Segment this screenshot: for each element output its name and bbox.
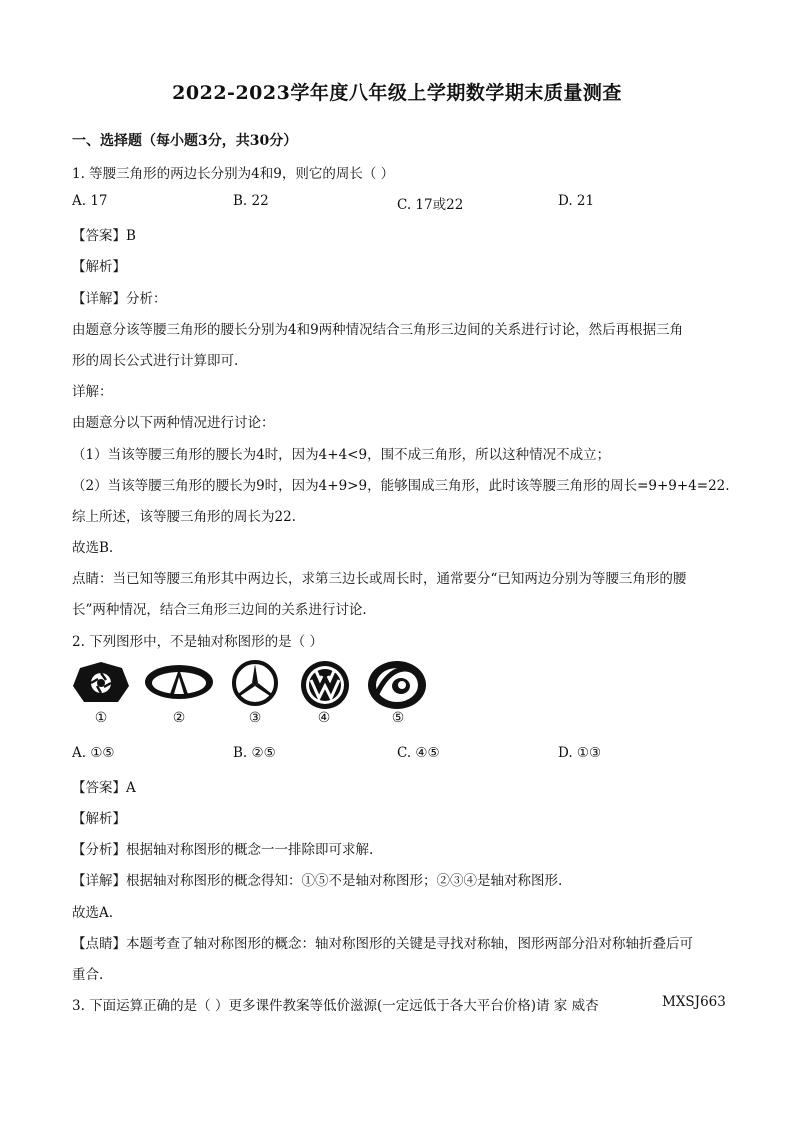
q2-explanation-line: 【详解】根据轴对称图形的概念得知：①⑤不是轴对称图形；②③④是轴对称图形. [72, 873, 563, 889]
section-heading: 一、选择题（每小题3分，共30分） [72, 133, 298, 149]
q1-detail-heading: 【详解】分析： [72, 291, 167, 307]
q2-explanation-line: 故选A. [72, 905, 114, 921]
q2-analysis-label: 【解析】 [72, 811, 126, 827]
q1-explanation-line: 由题意分该等腰三角形的腰长分别为4和9两种情况结合三角形三边间的关系进行讨论，然后再根据三角 [72, 322, 684, 338]
q1-explanation-line: （1）当该等腰三角形的腰长为4时，因为4+4<9，围不成三角形，所以这种情况不成立； [72, 447, 611, 463]
q1-explanation-line: 形的周长公式进行计算即可. [72, 353, 239, 369]
q2-option-d: D. ①③ [558, 745, 602, 761]
logo-label: ① [94, 710, 108, 726]
q1-explanation-line: 由题意分以下两种情况进行讨论： [72, 415, 275, 431]
infiniti-logo-icon [142, 660, 216, 706]
q1-option-d: D. 21 [558, 193, 595, 209]
ring-logo-icon [366, 660, 428, 710]
q1-analysis-label: 【解析】 [72, 259, 126, 275]
q2-explanation-line: 重合. [72, 967, 104, 983]
aperture-logo-icon [70, 660, 132, 706]
q1-explanation-line: 详解： [72, 384, 113, 400]
q1-option-b: B. 22 [233, 193, 269, 209]
q2-answer: 【答案】A [72, 780, 136, 796]
logo-label: ② [172, 710, 186, 726]
q2-explanation-line: 【点睛】本题考查了轴对称图形的概念：轴对称图形的关键是寻找对称轴，图形两部分沿对称轴折叠后可 [72, 936, 693, 952]
q1-explanation-line: （2）当该等腰三角形的腰长为9时，因为4+9>9，能够围成三角形，此时该等腰三角形的周长=9+9+4=22. [72, 478, 730, 494]
question-1-stem: 1. 等腰三角形的两边长分别为4和9，则它的周长（ ） [72, 166, 395, 182]
q1-explanation-line: 故选B. [72, 540, 114, 556]
logo-label: ③ [248, 710, 262, 726]
q2-option-a: A. ①⑤ [72, 745, 115, 761]
question-2-stem: 2. 下列图形中，不是轴对称图形的是（ ） [72, 634, 323, 650]
q1-explanation-line: 综上所述，该等腰三角形的周长为22. [72, 509, 296, 525]
q1-option-c: C. 17或22 [397, 197, 464, 213]
watermark-code: MXSJ663 [662, 994, 726, 1010]
logo-label: ⑤ [391, 710, 405, 726]
mercedes-logo-icon [230, 660, 280, 706]
q1-answer: 【答案】B [72, 228, 136, 244]
page-title: 2022-2023学年度八年级上学期数学期末质量测查 [172, 82, 622, 104]
volkswagen-logo-icon [296, 660, 354, 710]
q1-explanation-line: 长”两种情况，结合三角形三边间的关系进行讨论. [72, 602, 367, 618]
logo-label: ④ [317, 710, 331, 726]
logo-figure-row [70, 660, 450, 732]
q2-option-b: B. ②⑤ [233, 745, 276, 761]
q2-explanation-line: 【分析】根据轴对称图形的概念一一排除即可求解. [72, 842, 374, 858]
q2-option-c: C. ④⑤ [397, 745, 440, 761]
q1-explanation-line: 点睛：当已知等腰三角形其中两边长，求第三边长或周长时，通常要分“已知两边分别为等腰三角形的腰 [72, 571, 687, 587]
q1-option-a: A. 17 [72, 193, 108, 209]
question-3-stem: 3. 下面运算正确的是（ ）更多课件教案等低价滋源(一定远低于各大平台价格)请 家 威杏 [72, 998, 599, 1014]
